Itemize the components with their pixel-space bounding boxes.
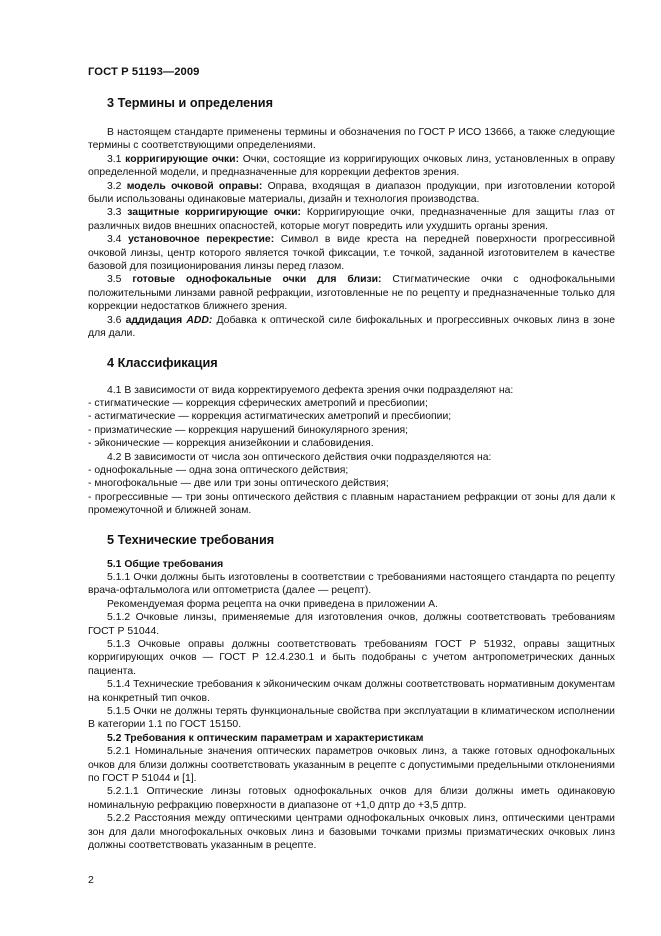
list-item: - астигматические — коррекция астигматических аметропий и пресбиопии;	[88, 411, 452, 423]
list-item: - однофокальные — одна зона оптического действия;	[88, 464, 349, 476]
term-3-6: 3.6 аддидация ADD: Добавка к оптической силе бифокальных и прогрессивных очковых линз в зоне для дали.	[88, 314, 616, 340]
document-body	[88, 96, 615, 853]
paragraph: 4.2 В зависимости от числа зон оптического действия очки подразделяются на:	[107, 451, 492, 463]
document-header: ГОСТ Р 51193—2009	[88, 66, 200, 78]
paragraph: 5.2.1 Номинальные значения оптических параметров очковых линз, а также готовых однофокальных очков для близи должны соответствовать указанным в рецепте с допустимыми предельными отклонениями по ГОСТ Р 51044 и [1].	[88, 746, 615, 785]
subsection-heading: 5.1 Общие требования	[107, 558, 224, 570]
paragraph: 5.1.4 Технические требования к эйконическим очкам должны соответствовать нормативным документам на конкретный тип очков.	[88, 679, 615, 704]
section-4-heading: 4 Классификация	[107, 355, 218, 370]
paragraph: 5.2.2 Расстояния между оптическими центрами однофокальных очковых линз, оптическими центрами зон для дали многофокальных очковых линз и базовыми точками призмы призматических очковых линз должны соответствовать указанным в рецепте.	[88, 813, 615, 852]
list-item: - стигматические — коррекция сферических аметропий и пресбиопии;	[88, 397, 428, 409]
section-5-heading: 5 Технические требования	[107, 532, 275, 547]
paragraph: Рекомендуемая форма рецепта на очки приведена в приложении А.	[107, 598, 438, 610]
paragraph: 5.1.1 Очки должны быть изготовлены в соответствии с требованиями настоящего стандарта по рецепту врача-офтальмолога или оптометриста (далее — рецепт).	[88, 571, 615, 597]
paragraph: 5.1.3 Очковые оправы должны соответствовать требованиям ГОСТ Р 51932, оправы защитных корригирующих очков — ГОСТ Р 12.4.230.1 и быть подобраны с учетом антропометрических данных пациента.	[88, 639, 615, 677]
paragraph: 5.1.2 Очковые линзы, применяемые для изготовления очков, должны соответствовать требованиям ГОСТ Р 51044.	[88, 612, 615, 637]
term-3-1: 3.1 корригирующие очки: Очки, состоящие из корригирующих очковых линз, установленных в оправу определенной модели, и предназначенные для коррекции дефектов зрения.	[88, 153, 615, 179]
term-3-5: 3.5 готовые однофокальные очки для близи: Стигматические очки с однофокальными положительными линзами равной рефракции, изготовленные не по рецепту и предназначенные только для коррекции недостатков ближнего зрения.	[88, 274, 615, 313]
list-item: - призматические — коррекция нарушений бинокулярного зрения;	[88, 424, 409, 436]
list-item: - прогрессивные — три зоны оптического действия с плавным нарастанием рефракции от зоны для дали к промежуточной и ближней зонам.	[88, 491, 615, 517]
section-3-heading: 3 Термины и определения	[107, 96, 274, 110]
paragraph: В настоящем стандарте применены термины и обозначения по ГОСТ Р ИСО 13666, а также следующие термины с соответствующими определениями.	[88, 127, 615, 152]
paragraph: 5.1.5 Очки не должны терять функциональные свойства при эксплуатации в климатическом исполнении В категории 1.1 по ГОСТ 15150.	[88, 706, 615, 731]
term-3-4: 3.4 установочное перекрестие: Символ в виде креста на передней поверхности прогрессивной очковой линзы, центр которого является точкой фиксации, т.е точкой, заданной изготовителем в качестве базовой для позиционирования линзы перед глазом.	[88, 234, 616, 273]
subsection-heading: 5.2 Требования к оптическим параметрам и характеристикам	[107, 732, 424, 744]
paragraph: 5.2.1.1 Оптические линзы готовых однофокальных очков для близи должны иметь одинаковую номинальную рефракцию поверхности в диапазоне от +1,0 дптр до +3,5 дптр.	[88, 786, 615, 811]
paragraph: 4.1 В зависимости от вида корректируемого дефекта зрения очки подразделяют на:	[107, 384, 514, 396]
term-3-2: 3.2 модель очковой оправы: Оправа, входящая в диапазон продукции, при изготовлении которой были использованы одинаковые материалы, дизайн и технология производства.	[88, 180, 616, 206]
list-item: - эйконические — коррекция анизейконии и слабовидения.	[88, 438, 374, 450]
page-number: 2	[88, 874, 94, 886]
term-3-3: 3.3 защитные корригирующие очки: Корригирующие очки, предназначенные для защиты глаз от различных видов внешних опасностей, которые могут повредить или ухудшить органы зрения.	[88, 207, 616, 232]
list-item: - многофокальные — две или три зоны оптического действия;	[88, 478, 389, 490]
